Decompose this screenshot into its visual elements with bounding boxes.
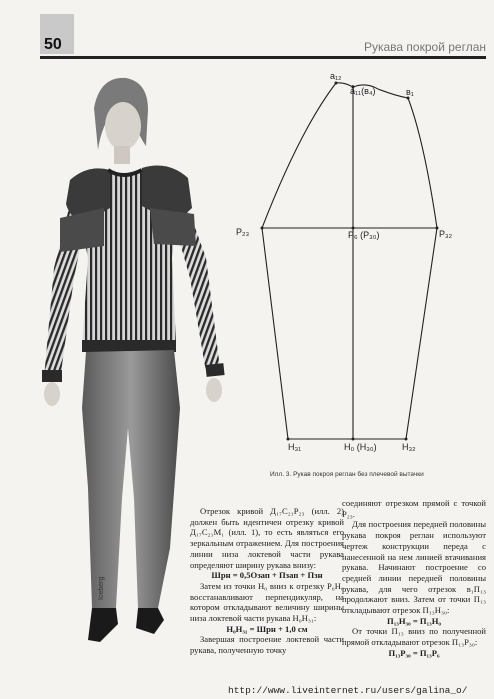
photo-credit: Iceberg bbox=[98, 576, 105, 600]
label-h31: H₃₁ bbox=[288, 442, 302, 452]
label-p32: P₃₂ bbox=[439, 229, 453, 239]
header-rule bbox=[40, 56, 486, 59]
paragraph: От точки П₁₃ вниз по полученной прямой откладывают отрезок П₁₃Р₃₀: bbox=[342, 626, 486, 648]
label-h32: H₃₂ bbox=[402, 442, 416, 452]
formula: Н₀Н₃₁ = Шрн + 1,0 см bbox=[226, 623, 308, 634]
page-number: 50 bbox=[44, 36, 62, 53]
label-p23: P₂₃ bbox=[236, 227, 250, 237]
formula: П₁₃Р₃₀ = П₁₃Р₆ bbox=[388, 647, 440, 658]
paragraph: Завершая построение локтевой части рукава, полученную точку bbox=[190, 634, 344, 656]
sleeve-outline-back bbox=[262, 83, 353, 439]
label-a11-b4: a₁₁(в₄) bbox=[350, 86, 376, 96]
formula: П₁₃Н₃₀ = П₁₃Н₀ bbox=[387, 615, 441, 626]
figure-caption: Илл. 3. Рукав покроя реглан без плечевой вытачки bbox=[270, 471, 424, 478]
paragraph: соединяют отрезком прямой с точкой Р₂₃. bbox=[342, 498, 486, 519]
sleeve-pattern-diagram bbox=[230, 70, 490, 470]
label-a12: a₁₂ bbox=[330, 71, 342, 81]
text-column-1 bbox=[190, 506, 344, 656]
label-h0-h30: H₀ (H₃₀) bbox=[344, 442, 377, 452]
label-b1: в₁ bbox=[406, 87, 414, 97]
paragraph: Для построения передней половины рукава покроя реглан используют чертеж конструкции переда с нанесенной на нем линией втачивания рукава. Начинают построение со средней линии передней половины рукава, для чего отрезок в₁П₁₃ продолжают вниз. Затем от точки П₁₃ откладывают отрезок П₁₃Н₃₀: bbox=[342, 519, 486, 616]
paragraph: Отрезок кривой Д₁₇С₂₁Р₂₃ (илл. 2) должен быть идентичен отрезку кривой Д₁₇С₂₁М₁ (илл. 1), то есть являться его зеркальным отражением. Для построения линии низа локтевой части рукава определяют ширину рукава внизу: bbox=[190, 506, 344, 570]
running-header: Рукава покрой реглан bbox=[363, 40, 486, 54]
paragraph: Затем из точки Н₀ вниз к отрезку Р₆Н₀ восстанавливают перпендикуляр, на котором откладывают величину ширины низа локтевой части рукава Н₀Н₃₁: bbox=[190, 580, 344, 624]
formula: Шрн = 0,5Озап + Пзап + Пзн bbox=[211, 570, 323, 581]
source-url: http://www.liveinternet.ru/users/galina_o/ bbox=[228, 685, 468, 696]
label-p6-p30: P₆ (P₃₀) bbox=[348, 230, 380, 240]
text-column-2 bbox=[342, 498, 486, 659]
